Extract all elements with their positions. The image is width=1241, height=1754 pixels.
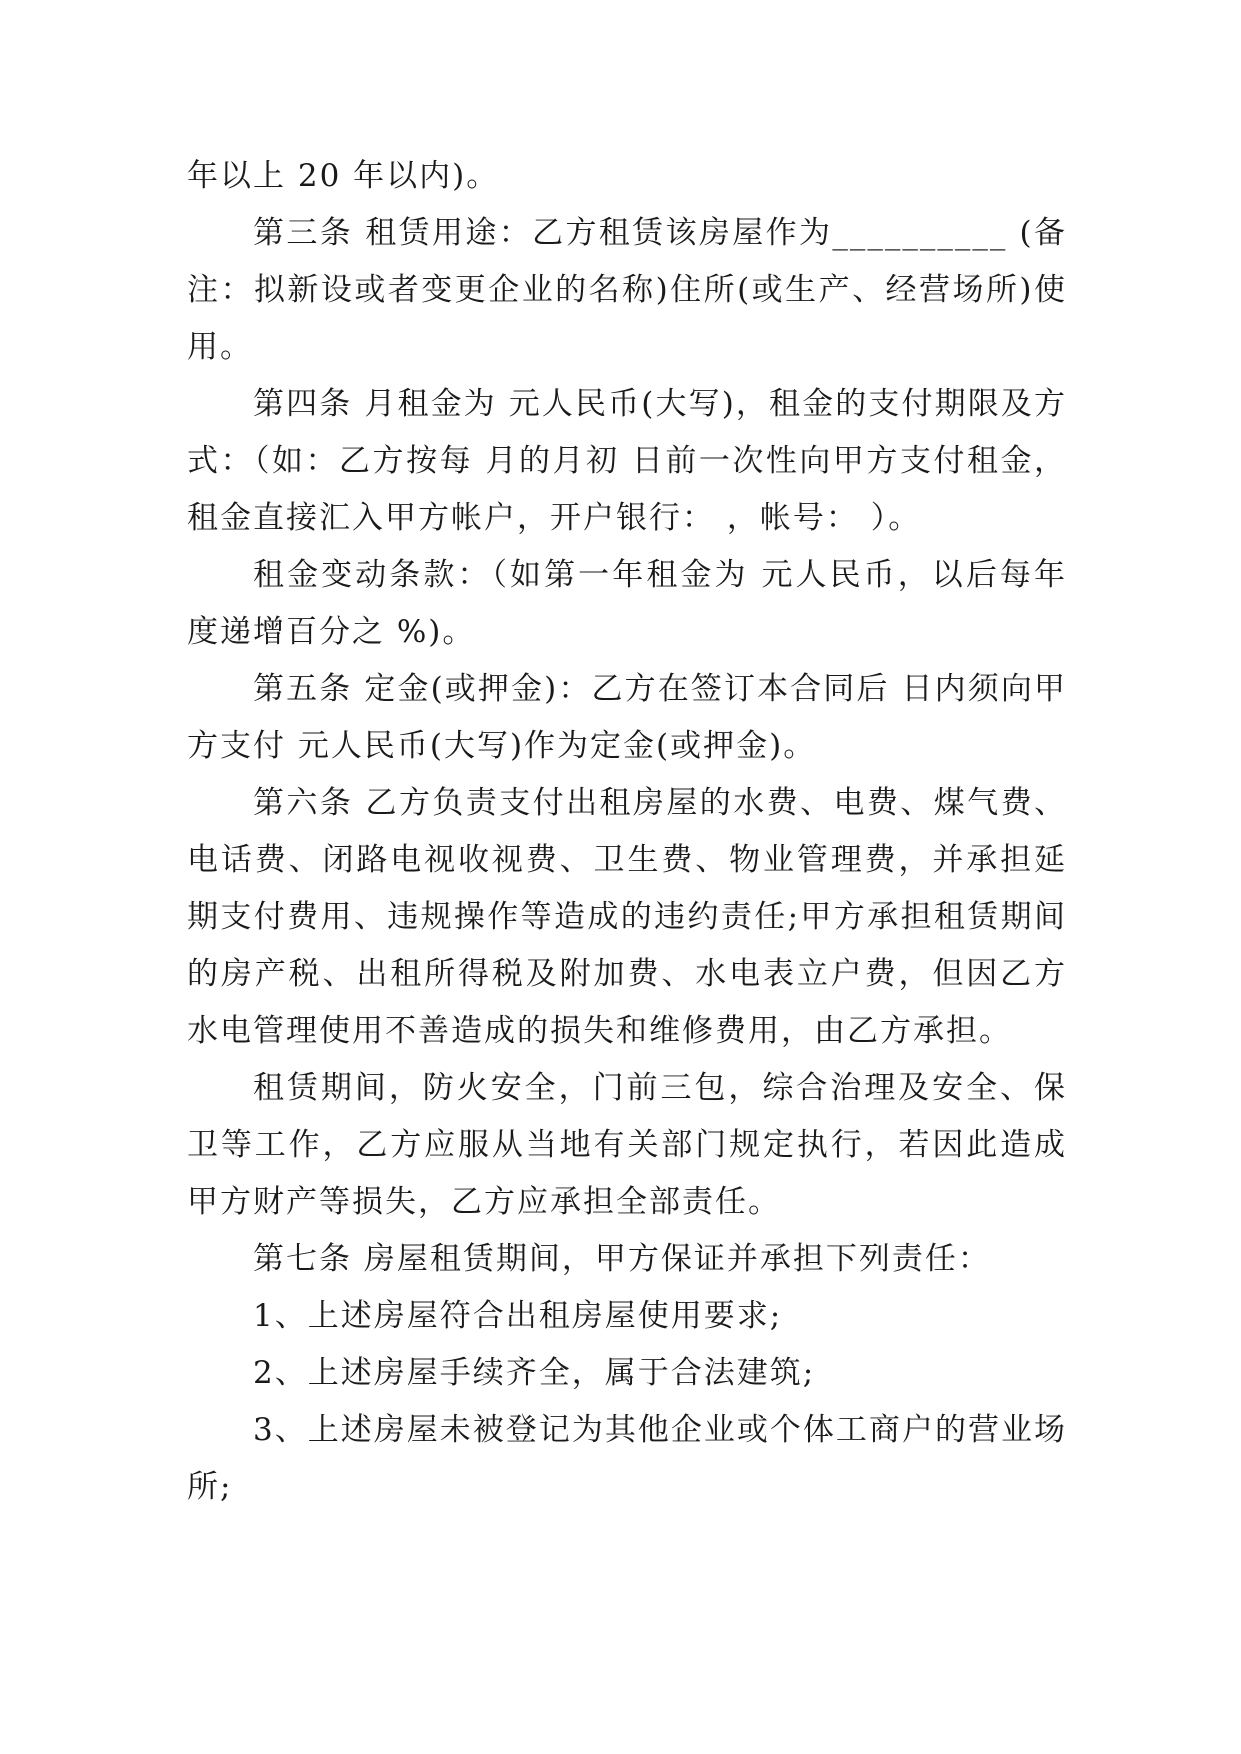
paragraph-lease-period-safety: 租赁期间，防火安全，门前三包，综合治理及安全、保卫等工作，乙方应服从当地有关部门规定执行，若因此造成甲方财产等损失，乙方应承担全部责任。 xyxy=(187,1070,1067,1220)
paragraph-article-4: 第四条 月租金为 元人民币(大写)，租金的支付期限及方式：（如：乙方按每 月的月初 日前一次性向甲方支付租金，租金直接汇入甲方帐户，开户银行： ，帐号： ）。 xyxy=(187,386,1067,536)
paragraph-continuation: 年以上 20 年以内)。 xyxy=(187,158,500,194)
paragraph-article-6: 第六条 乙方负责支付出租房屋的水费、电费、煤气费、电话费、闭路电视收视费、卫生费、物业管理费，并承担延期支付费用、违规操作等造成的违约责任;甲方承担租赁期间的房产税、出租所得税及附加费、水电表立户费，但因乙方水电管理使用不善造成的损失和维修费用，由乙方承担。 xyxy=(187,785,1067,1049)
list-item-2: 2、上述房屋手续齐全，属于合法建筑; xyxy=(253,1355,816,1391)
paragraph-article-7: 第七条 房屋租赁期间，甲方保证并承担下列责任： xyxy=(253,1241,991,1277)
list-item-3: 3、上述房屋未被登记为其他企业或个体工商户的营业场所; xyxy=(187,1412,1067,1505)
list-item-1: 1、上述房屋符合出租房屋使用要求; xyxy=(253,1298,783,1334)
paragraph-article-5: 第五条 定金(或押金)：乙方在签订本合同后 日内须向甲方支付 元人民币(大写)作为定金(或押金)。 xyxy=(187,671,1067,764)
paragraph-article-3: 第三条 租赁用途：乙方租赁该房屋作为__________ (备注：拟新设或者变更企业的名称)住所(或生产、经营场所)使用。 xyxy=(187,215,1067,365)
paragraph-rent-change: 租金变动条款：（如第一年租金为 元人民币，以后每年度递增百分之 %)。 xyxy=(187,557,1067,650)
document-body xyxy=(187,148,1067,1516)
